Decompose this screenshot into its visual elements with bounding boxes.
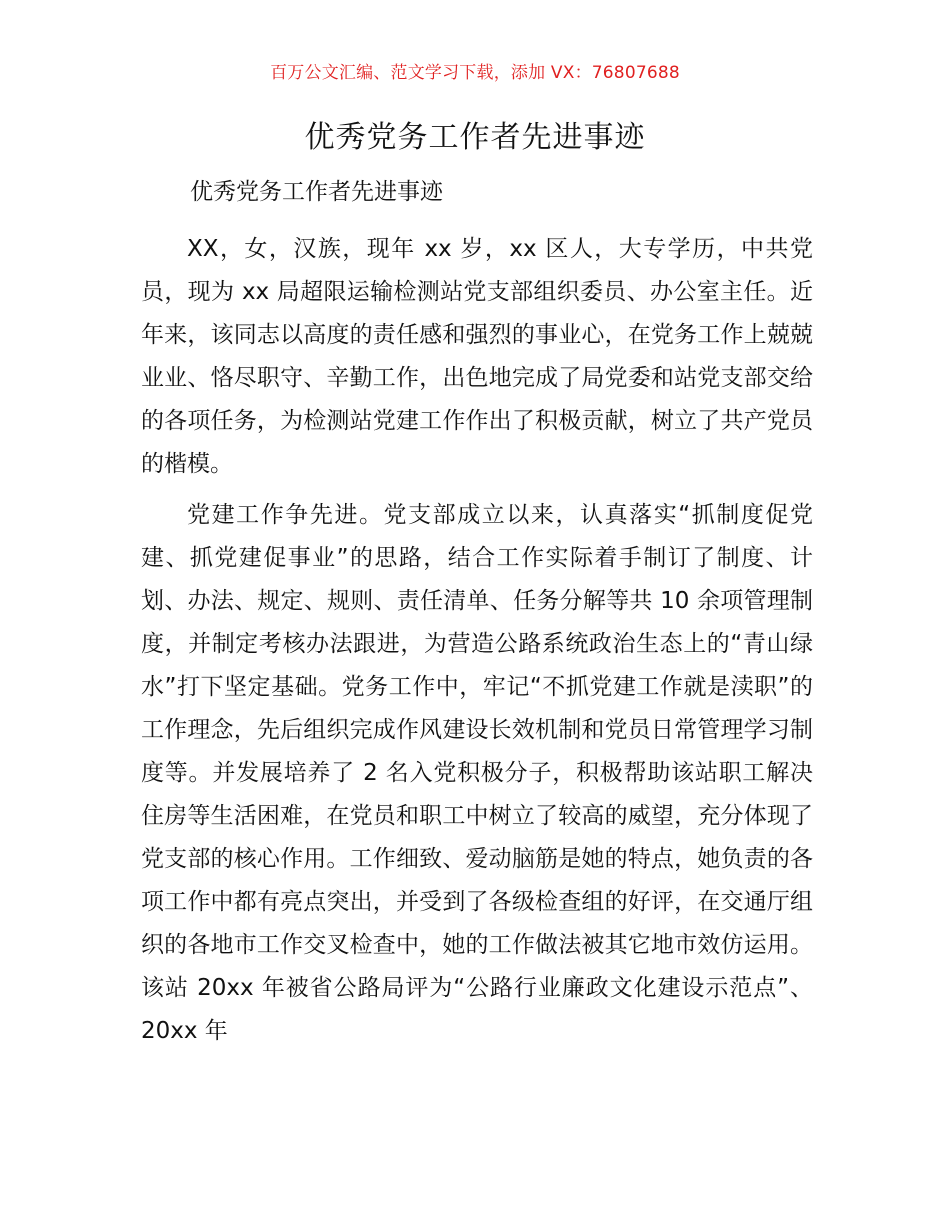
- body-paragraph-2: [141, 494, 813, 1053]
- page-title: 优秀党务工作者先进事迹: [304, 120, 646, 155]
- document-subtitle: 优秀党务工作者先进事迹: [190, 179, 443, 205]
- paragraph-text: 党建工作争先进。党支部成立以来，认真落实“抓制度促党建、抓党建促事业”的思路，结合工作实际着手制订了制度、计划、办法、规定、规则、责任清单、任务分解等共 10 余项管理制度，并制定考核办法跟进，为营造公路系统政治生态上的“青山绿水”打下坚定基础。党务工作中，牢记“不抓党建工作就是渎职”的工作理念，先后组织完成作风建设长效机制和党员日常管理学习制度等。并发展培养了 2 名入党积极分子，积极帮助该站职工解决住房等生活困难，在党员和职工中树立了较高的威望，充分体现了党支部的核心作用。工作细致、爱动脑筋是她的特点，她负责的各项工作中都有亮点突出，并受到了各级检查组的好评，在交通厅组织的各地市工作交叉检查中，她的工作做法被其它地市效仿运用。该站 20xx 年被省公路局评为“公路行业廉政文化建设示范点”、20xx 年: [141, 502, 813, 1044]
- body-paragraph-1: [141, 228, 813, 486]
- watermark-banner: 百万公文汇编、范文学习下载，添加 VX：76807688: [270, 63, 680, 83]
- paragraph-text: XX，女，汉族，现年 xx 岁，xx 区人，大专学历，中共党员，现为 xx 局超限运输检测站党支部组织委员、办公室主任。近年来，该同志以高度的责任感和强烈的事业心，在党务工作上兢兢业业、恪尽职守、辛勤工作，出色地完成了局党委和站党支部交给的各项任务，为检测站党建工作作出了积极贡献，树立了共产党员的楷模。: [141, 236, 813, 477]
